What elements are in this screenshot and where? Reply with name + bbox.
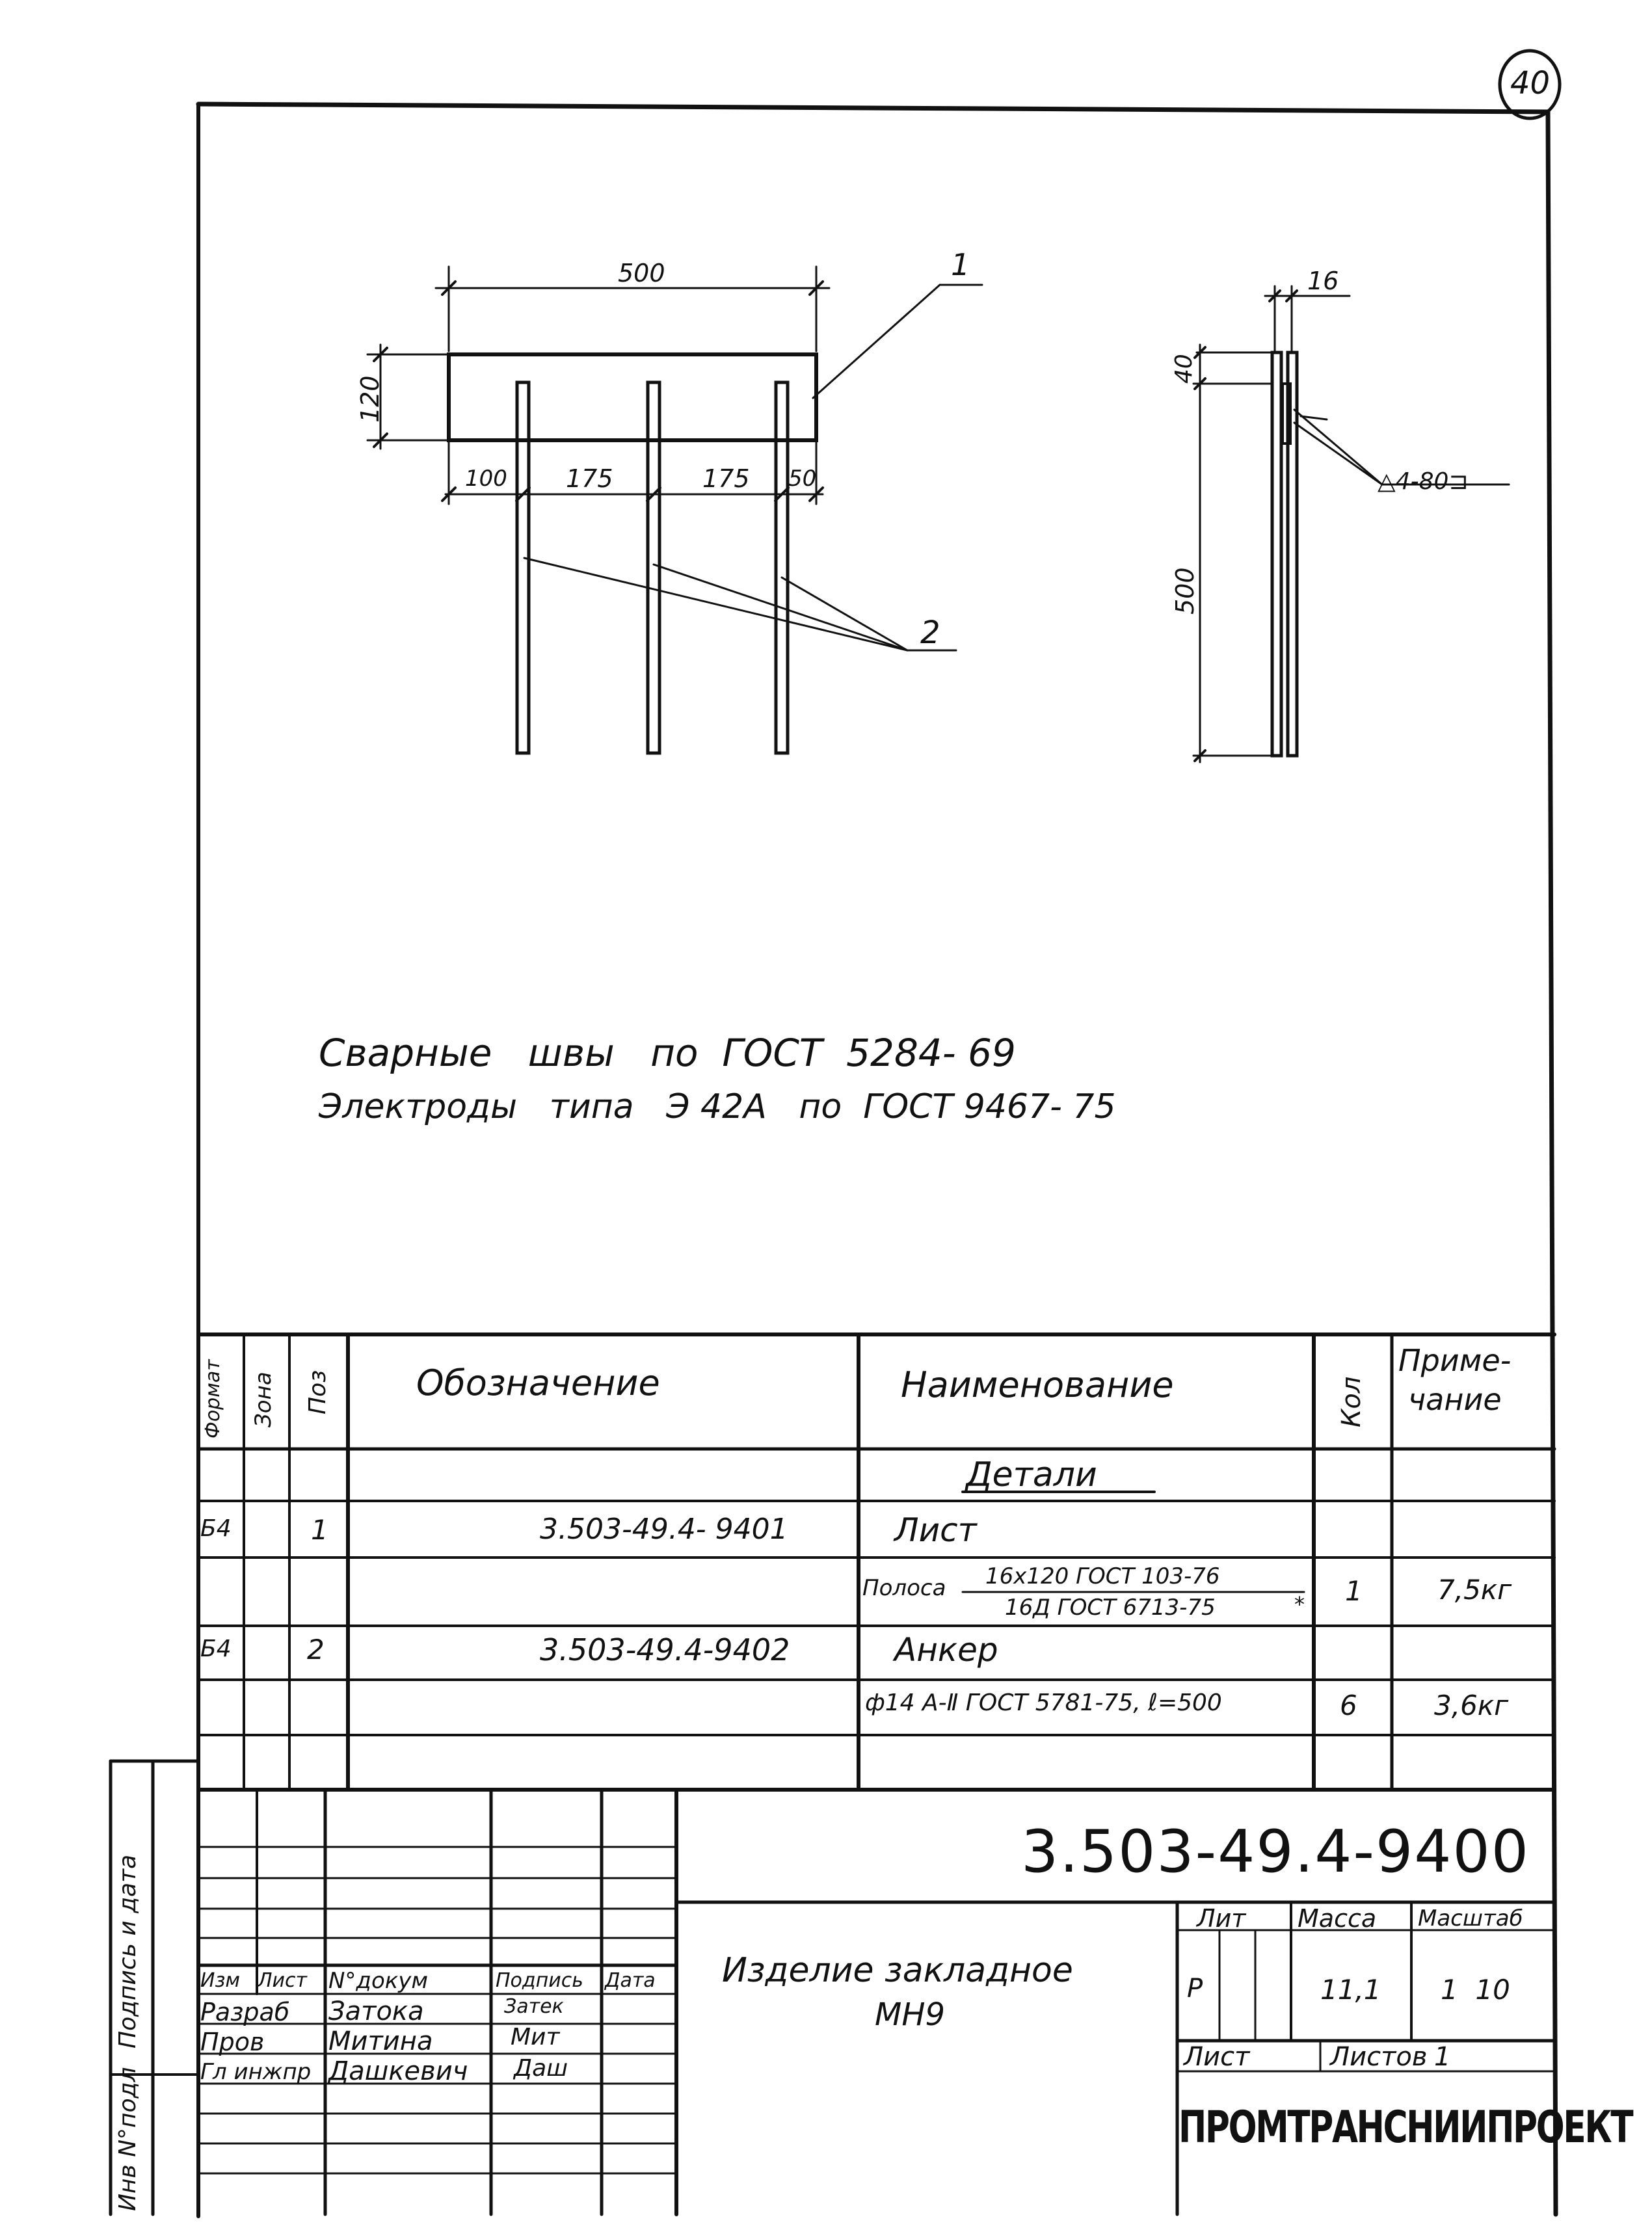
leader-label-2: 2 (920, 615, 940, 651)
name-checker: Митина (328, 2026, 433, 2056)
role-checker: Пров (200, 2028, 265, 2056)
organization-name: ПРОМТРАНСНИИПРОЕКТ (1179, 2102, 1632, 2153)
sheet-number: 40 (1510, 65, 1551, 101)
label-sheet: Лист (1184, 2042, 1250, 2072)
header-note-line2: чание (1408, 1382, 1502, 1417)
label-sheets: Листов (1330, 2042, 1428, 2072)
product-name-line1: Изделие закладное (722, 1951, 1073, 1990)
row3-name: Анкер (894, 1631, 998, 1669)
row1-format: Б4 (200, 1515, 232, 1542)
row1-designation: 3.503-49.4- 9401 (540, 1513, 788, 1546)
col-header-izm: Изм (200, 1969, 241, 1992)
header-qty: Кол (1337, 1376, 1366, 1427)
value-sheets: 1 (1434, 2042, 1451, 2072)
col-header-date: Дата (605, 1969, 656, 1992)
header-zone: Зона (250, 1372, 276, 1427)
row3-format: Б4 (200, 1636, 232, 1662)
header-designation: Обозначение (416, 1362, 660, 1403)
value-scale: 1 10 (1441, 1974, 1510, 2006)
row2-name-asterisk: * (1294, 1592, 1305, 1617)
row4-qty: 6 (1340, 1690, 1357, 1721)
row3-pos: 2 (307, 1634, 325, 1665)
dim-segment-50: 50 (788, 466, 817, 492)
section-title-details: Детали (966, 1455, 1097, 1494)
header-name: Наименование (901, 1364, 1174, 1405)
row2-note: 7,5кг (1437, 1574, 1512, 1606)
weld-symbol: △4-80⊐ (1378, 468, 1469, 495)
label-lit: Лит (1197, 1904, 1246, 1933)
role-chief-engineer: Гл инжпр (200, 2059, 312, 2085)
margin-label-inv-no: Инв N°подл (114, 2067, 141, 2211)
dim-segment-100: 100 (465, 466, 507, 492)
header-format: Формат (202, 1359, 224, 1439)
row1-pos: 1 (311, 1514, 328, 1546)
row2-name-denominator: 16Д ГОСТ 6713-75 (1005, 1595, 1216, 1621)
dim-height-120: 120 (356, 375, 384, 423)
dim-top-40: 40 (1171, 354, 1197, 384)
name-developer: Затока (328, 1996, 424, 2026)
signature-developer: Затек (504, 1995, 564, 2018)
product-name-line2: МН9 (875, 1996, 946, 2033)
dim-total-500: 500 (618, 259, 665, 287)
dim-segment-175-b: 175 (702, 464, 750, 493)
label-mass: Масса (1298, 1904, 1377, 1933)
col-header-signature: Подпись (496, 1969, 583, 1992)
dim-segment-175-a: 175 (566, 464, 613, 493)
value-lit: Р (1187, 1974, 1203, 2004)
label-scale: Масштаб (1418, 1905, 1523, 1931)
role-developer: Разраб (200, 1998, 290, 2026)
row1-name: Лист (894, 1511, 977, 1549)
signature-chief-engineer: Даш (514, 2055, 568, 2082)
row4-note: 3,6кг (1434, 1690, 1509, 1721)
signature-checker: Мит (511, 2024, 560, 2050)
row2-name-numerator: 16х120 ГОСТ 103-76 (985, 1563, 1220, 1589)
value-mass: 11,1 (1320, 1974, 1381, 2006)
dim-length-500: 500 (1171, 567, 1199, 615)
row3-designation: 3.503-49.4-9402 (540, 1632, 790, 1667)
header-note-line1: Приме- (1398, 1343, 1512, 1378)
leader-label-1: 1 (951, 247, 970, 282)
note-electrodes: Электроды типа Э 42А по ГОСТ 9467- 75 (319, 1087, 1116, 1126)
header-pos: Поз (304, 1370, 331, 1414)
name-chief-engineer: Дашкевич (328, 2056, 468, 2086)
col-header-list: Лист (258, 1969, 308, 1992)
row4-name: ф14 А-Ⅱ ГОСТ 5781-75, ℓ=500 (865, 1690, 1222, 1716)
dim-thickness-16: 16 (1307, 267, 1339, 295)
row2-qty: 1 (1345, 1575, 1363, 1607)
margin-label-sign-date: Подпись и дата (114, 1854, 141, 2049)
note-weld-seams: Сварные швы по ГОСТ 5284- 69 (319, 1031, 1016, 1075)
document-code: 3.503-49.4-9400 (1021, 1818, 1530, 1886)
col-header-doc-no: N°докум (328, 1968, 429, 1994)
row2-name-prefix: Полоса (862, 1575, 946, 1601)
